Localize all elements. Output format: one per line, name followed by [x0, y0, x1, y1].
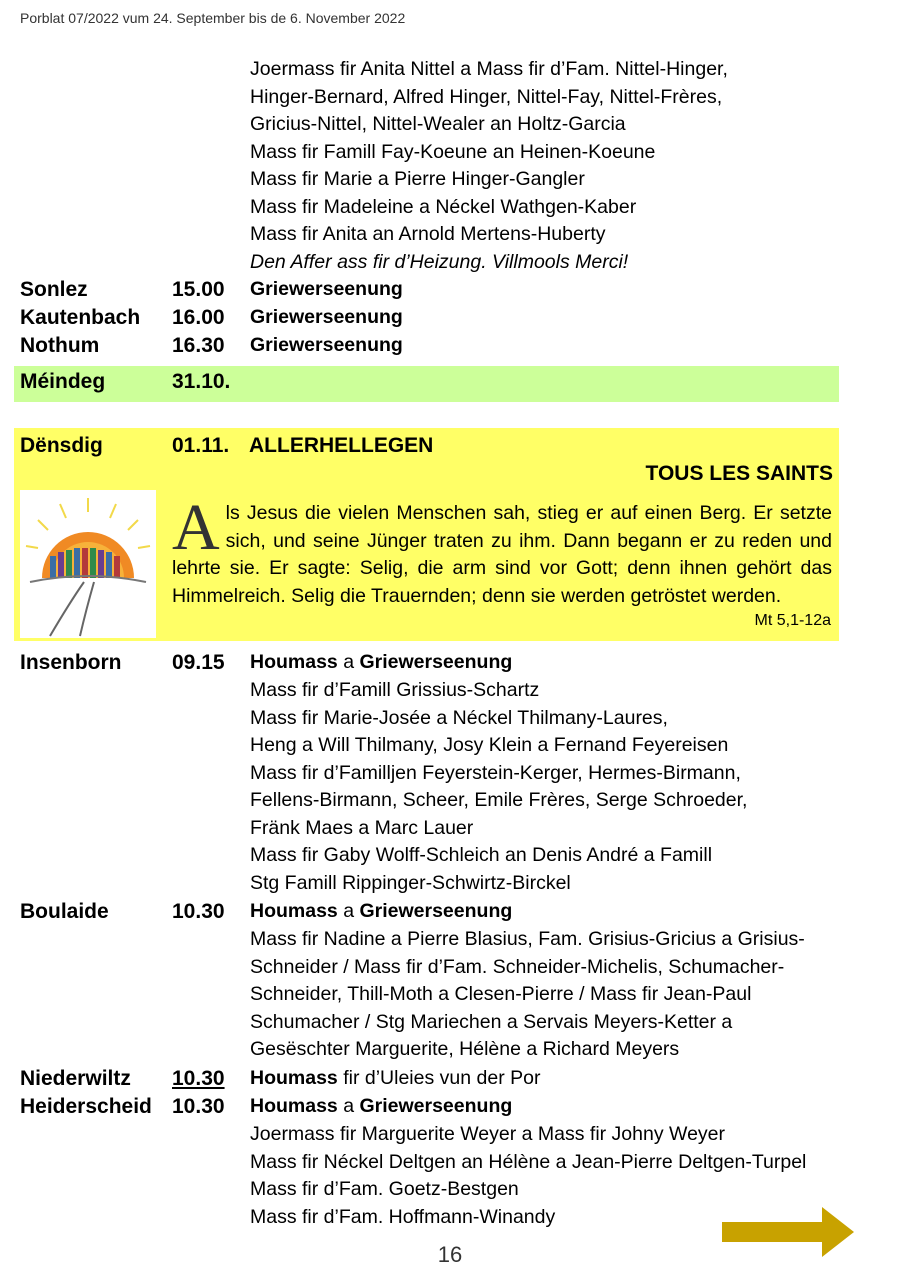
service-desc	[250, 649, 512, 677]
intention-line: Mass fir d’Famill Grissius-Schartz	[250, 679, 540, 701]
service-place: Nothum	[20, 334, 100, 357]
service-time: 16.30	[172, 334, 225, 357]
page-header: Porblat 07/2022 vum 24. September bis de 6. November 2022	[20, 10, 406, 26]
blessing-type: Griewerseenung	[359, 1095, 513, 1117]
service-place: Kautenbach	[20, 306, 141, 329]
service-time: 10.30	[172, 1067, 225, 1090]
intention-line: Fränk Maes a Marc Lauer	[250, 816, 474, 839]
intention-line: Mass fir d’Fam. Hoffmann-Winandy	[250, 1205, 556, 1228]
intention-line: Mass fir Madeleine a Néckel Wathgen-Kaber	[250, 195, 637, 218]
all-saints-sunrise-illustration	[20, 490, 156, 638]
service-time: 16.00	[172, 306, 225, 329]
gospel-quote	[172, 491, 832, 610]
mass-type: Houmass	[250, 651, 338, 673]
conjunction: a	[337, 900, 360, 922]
intention-line: Gesëschter Marguerite, Hélène a Richard Meyers	[250, 1038, 680, 1060]
mass-type: Houmass	[250, 1067, 338, 1089]
intention-line: Schumacher / Stg Mariechen a Servais Meyers-Ketter a	[250, 1010, 733, 1033]
drop-cap: A	[172, 491, 220, 564]
service-time: 09.15	[172, 651, 225, 674]
service-desc: Griewerseenung	[250, 278, 403, 300]
day-name: Méindeg	[20, 370, 106, 393]
service-time: 10.30	[172, 1095, 225, 1118]
service-place: Boulaide	[20, 900, 109, 923]
day-date: 31.10.	[172, 370, 231, 393]
conjunction: a	[337, 1095, 360, 1117]
service-place: Insenborn	[20, 651, 122, 674]
gospel-text: ls Jesus die vielen Menschen sah, stieg er auf einen Berg. Er setzte sich, und seine Jünger traten zu ihm. Dann begann er zu reden und lehrte sie. Er sagte: Selig, die arm sind vor Gott; denn ihnen gehört das Himmelreich. Selig die Trauernden; denn sie werden getröstet werden.	[172, 502, 832, 607]
service-desc: Griewerseenung	[250, 334, 403, 356]
intention-line: Stg Famill Rippinger-Schwirtz-Birckel	[250, 871, 571, 894]
service-desc: Griewerseenung	[250, 306, 403, 328]
intention-line: Mass fir Marie-Josée a Néckel Thilmany-Laures,	[250, 706, 668, 729]
intention-line: Mass fir d’Fam. Goetz-Bestgen	[250, 1178, 519, 1200]
intention-line: Mass fir Famill Fay-Koeune an Heinen-Koeune	[250, 140, 656, 163]
top-intentions	[250, 56, 728, 276]
intention-line: Heng a Will Thilmany, Josy Klein a Fernand Feyereisen	[250, 734, 729, 756]
intention-line: Joermass fir Marguerite Weyer a Mass fir Johny Weyer	[250, 1123, 725, 1145]
page-number: 16	[437, 1242, 463, 1267]
insenborn-intentions	[250, 677, 747, 897]
service-time: 15.00	[172, 278, 225, 301]
offering-note: Den Affer ass fir d’Heizung. Villmools Merci!	[250, 250, 629, 273]
service-place: Heiderscheid	[20, 1095, 152, 1118]
day-banner-monday	[14, 366, 839, 402]
day-date: 01.11.	[172, 434, 230, 457]
service-time: 10.30	[172, 900, 225, 923]
intention-line: Joermass fir Anita Nittel a Mass fir d’Fam. Nittel-Hinger,	[250, 58, 728, 80]
bible-reference: Mt 5,1-12a	[754, 612, 831, 629]
boulaide-intentions	[250, 926, 805, 1064]
intention-line: Schneider, Thill-Moth a Clesen-Pierre / Mass fir Jean-Paul	[250, 983, 752, 1005]
intention-line: Mass fir Gaby Wolff-Schleich an Denis André a Famill	[250, 844, 713, 866]
blessing-type: Griewerseenung	[359, 900, 513, 922]
intention-line: Hinger-Bernard, Alfred Hinger, Nittel-Fay, Nittel-Frères,	[250, 85, 723, 108]
next-page-arrow-icon[interactable]	[722, 1205, 854, 1264]
mass-intention: fir d’Uleies vun der Por	[337, 1067, 541, 1089]
blessing-type: Griewerseenung	[359, 651, 513, 673]
mass-type: Houmass	[250, 1095, 338, 1117]
feast-title: ALLERHELLEGEN	[249, 434, 434, 457]
service-desc	[250, 1093, 512, 1121]
intention-line: Schneider / Mass fir d’Fam. Schneider-Michelis, Schumacher-	[250, 955, 785, 978]
service-place: Sonlez	[20, 278, 88, 301]
mass-type: Houmass	[250, 900, 338, 922]
intention-line: Mass fir Néckel Deltgen an Hélène a Jean-Pierre Deltgen-Turpel	[250, 1150, 807, 1173]
day-banner-all-saints	[14, 428, 839, 641]
day-name: Dënsdig	[20, 434, 103, 457]
feast-title-fr: TOUS LES SAINTS	[645, 462, 833, 485]
intention-line: Mass fir d’Familljen Feyerstein-Kerger, Hermes-Birmann,	[250, 761, 741, 784]
service-place: Niederwiltz	[20, 1067, 131, 1090]
service-desc	[250, 898, 512, 926]
service-desc	[250, 1065, 540, 1093]
conjunction: a	[337, 651, 360, 673]
intention-line: Mass fir Nadine a Pierre Blasius, Fam. Grisius-Gricius a Grisius-	[250, 928, 805, 950]
intention-line: Fellens-Birmann, Scheer, Emile Frères, Serge Schroeder,	[250, 789, 748, 811]
intention-line: Gricius-Nittel, Nittel-Wealer an Holtz-Garcia	[250, 113, 626, 135]
intention-line: Mass fir Anita an Arnold Mertens-Huberty	[250, 223, 606, 245]
intention-line: Mass fir Marie a Pierre Hinger-Gangler	[250, 168, 585, 190]
